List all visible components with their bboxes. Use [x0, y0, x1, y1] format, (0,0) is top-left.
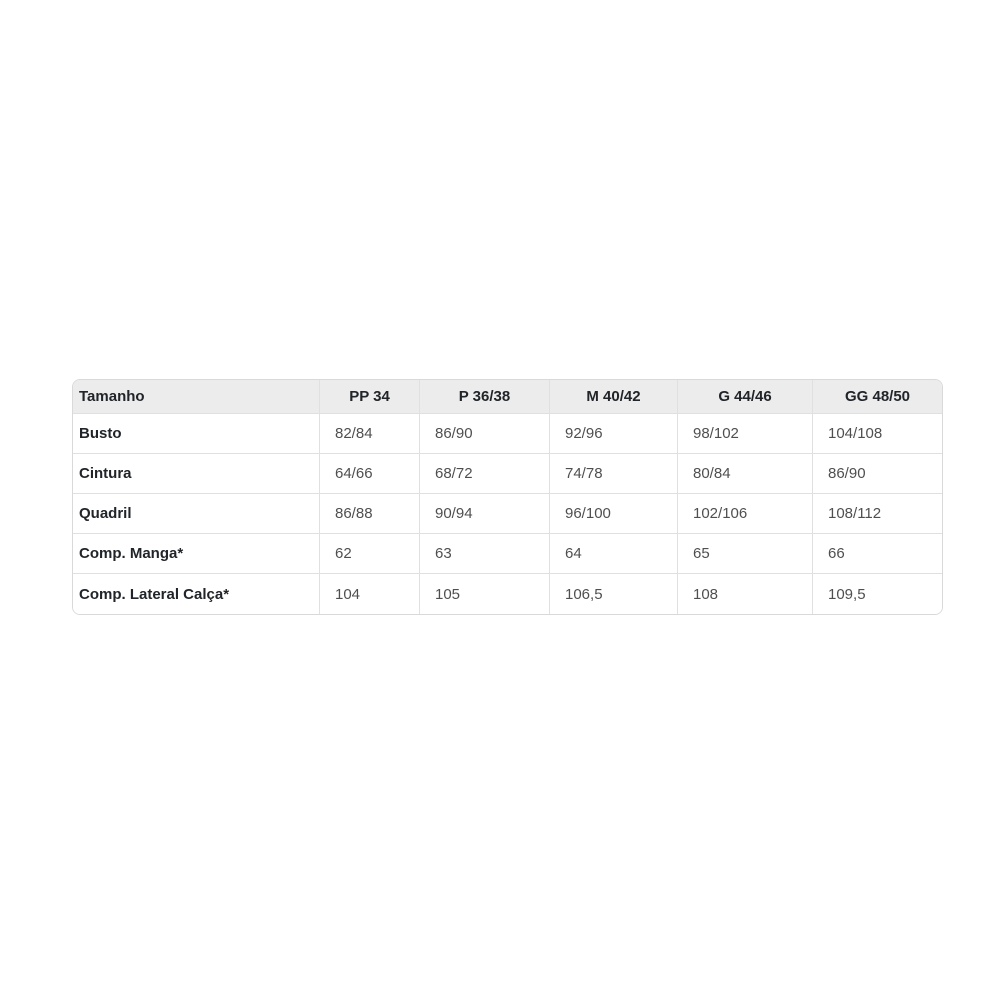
column-header-size-1: P 36/38 [420, 380, 550, 414]
table-row [73, 574, 942, 614]
measurement-value: 68/72 [420, 454, 550, 494]
measurement-value: 90/94 [420, 494, 550, 534]
measurement-value: 86/88 [320, 494, 420, 534]
size-chart-container [72, 379, 943, 615]
header-row [73, 380, 942, 414]
table-row [73, 414, 942, 454]
measurement-value: 62 [320, 534, 420, 574]
measurement-value: 66 [813, 534, 942, 574]
table-row [73, 454, 942, 494]
measurement-value: 102/106 [678, 494, 813, 534]
measurement-value: 96/100 [550, 494, 678, 534]
measurement-value: 92/96 [550, 414, 678, 454]
measurement-value: 63 [420, 534, 550, 574]
column-header-size-0: PP 34 [320, 380, 420, 414]
measurement-value: 105 [420, 574, 550, 614]
table-header [73, 380, 942, 414]
table-body [73, 414, 942, 614]
measurement-value: 74/78 [550, 454, 678, 494]
measurement-value: 98/102 [678, 414, 813, 454]
measurement-value: 64/66 [320, 454, 420, 494]
measurement-value: 82/84 [320, 414, 420, 454]
table-row [73, 494, 942, 534]
measurement-value: 108/112 [813, 494, 942, 534]
measurement-value: 65 [678, 534, 813, 574]
column-header-size-4: GG 48/50 [813, 380, 942, 414]
measurement-value: 108 [678, 574, 813, 614]
column-header-size-2: M 40/42 [550, 380, 678, 414]
measurement-value: 104 [320, 574, 420, 614]
measurement-value: 106,5 [550, 574, 678, 614]
column-header-measure: Tamanho [73, 380, 320, 414]
measurement-value: 64 [550, 534, 678, 574]
row-label: Comp. Lateral Calça* [73, 574, 320, 614]
measurement-value: 86/90 [420, 414, 550, 454]
row-label: Comp. Manga* [73, 534, 320, 574]
row-label: Quadril [73, 494, 320, 534]
measurement-value: 86/90 [813, 454, 942, 494]
column-header-size-3: G 44/46 [678, 380, 813, 414]
measurement-value: 80/84 [678, 454, 813, 494]
row-label: Cintura [73, 454, 320, 494]
row-label: Busto [73, 414, 320, 454]
size-chart-table [73, 380, 942, 614]
measurement-value: 109,5 [813, 574, 942, 614]
table-row [73, 534, 942, 574]
measurement-value: 104/108 [813, 414, 942, 454]
